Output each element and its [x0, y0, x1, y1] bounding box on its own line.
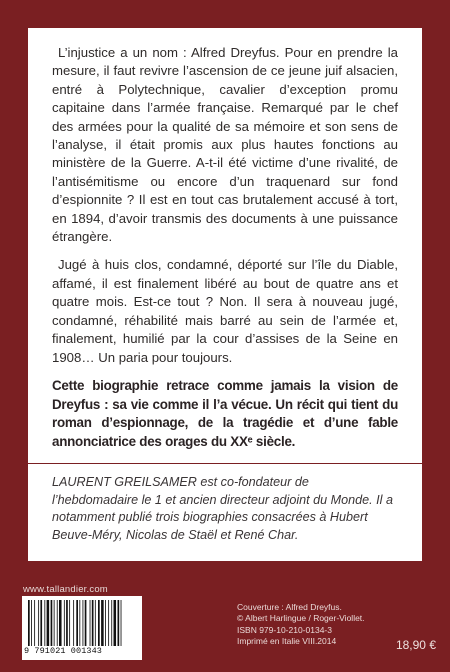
barcode-bar: [90, 600, 91, 646]
barcode-bar: [92, 600, 94, 646]
credit-line: Couverture : Alfred Dreyfus.: [237, 602, 342, 612]
barcode-bar: [101, 600, 104, 646]
isbn-line: ISBN 979-10-210-0134-3: [237, 624, 332, 635]
barcode-bar: [121, 600, 122, 646]
price-label: 18,90 €: [395, 638, 436, 652]
publisher-url[interactable]: www.tallandier.com: [23, 584, 108, 595]
barcode-bar: [54, 600, 55, 646]
barcode-bar: [40, 600, 42, 646]
barcode-bar: [73, 600, 74, 646]
barcode-bar: [111, 600, 112, 646]
barcode-bars-icon: [28, 600, 136, 646]
barcode-bar: [44, 600, 45, 646]
barcode-bar: [76, 600, 78, 646]
barcode-bar: [95, 600, 96, 646]
barcode-bar: [66, 600, 68, 646]
barcode-bar: [64, 600, 65, 646]
barcode-bar: [118, 600, 120, 646]
barcode: [22, 596, 142, 660]
barcode-bar: [51, 600, 53, 646]
barcode-bar: [98, 600, 100, 646]
barcode-bar: [105, 600, 106, 646]
synopsis-paragraph-1: L’injustice a un nom : Alfred Dreyfus. Pour en prendre la mesure, il faut revivre l’ascension de ce jeune juif alsacien, entré à Polytechnique, cavalier d’exception promu capitaine dans l’armée française. Remarqué par le chef des armées pour la qualité de sa mémoire et son sens de l’analyse, il était promis aux plus hautes fonctions au ministère de la Guerre. A-t-il été victime d’une rivalité, de l’antisémitisme ou encore d’un traquenard sur fond d’espionnite ? Il est en tout cas brutalement accusé à tort, en 1894, d’avoir transmis des documents à une puissance étrangère.: [52, 45, 398, 245]
barcode-bar: [69, 600, 70, 646]
printing-line: Imprimé en Italie VIII.2014: [237, 636, 337, 647]
barcode-bar: [57, 600, 58, 646]
lead-paragraph: Cette biographie retrace comme jamais la vision de Dreyfus : sa vie comme il l’a vécue. Un récit qui tient du roman d’espionnage, de la tragédie et d’une fable annonciatrice des orages du XXᵉ siècle.: [52, 377, 398, 449]
credit-line: © Albert Harlingue / Roger-Viollet.: [237, 613, 365, 624]
barcode-bar: [34, 600, 35, 646]
barcode-bar: [28, 600, 30, 646]
barcode-bar: [114, 600, 117, 646]
barcode-bar: [83, 600, 84, 646]
text-panel: [28, 28, 422, 561]
barcode-bar: [38, 600, 39, 646]
divider: [28, 463, 422, 464]
author-bio: LAURENT GREILSAMER est co-fondateur de l’hebdomadaire le 1 et ancien directeur adjoint du Monde. Il a notamment publié trois biographies consacrées à Hubert Beuve-Méry, Nicolas de Staël et René Char.: [52, 475, 393, 542]
barcode-bar: [85, 600, 87, 646]
barcode-bar: [59, 600, 62, 646]
barcode-bar: [108, 600, 109, 646]
barcode-digits: 9 791021 001343: [24, 646, 103, 656]
barcode-bar: [47, 600, 50, 646]
synopsis-paragraph-2: Jugé à huis clos, condamné, déporté sur l’île du Diable, affamé, il est finalement libéré au bout de quatre ans et quatre mois. Est-ce tout ? Non. Il sera à nouveau jugé, condamné, réhabilité mais barré au sein de l’armée et, finalement, humilié par la cour d’assises de la Seine en 1908… Un paria pour toujours.: [52, 257, 398, 365]
credits: [237, 602, 365, 648]
barcode-bar: [31, 600, 32, 646]
barcode-bar: [79, 600, 80, 646]
